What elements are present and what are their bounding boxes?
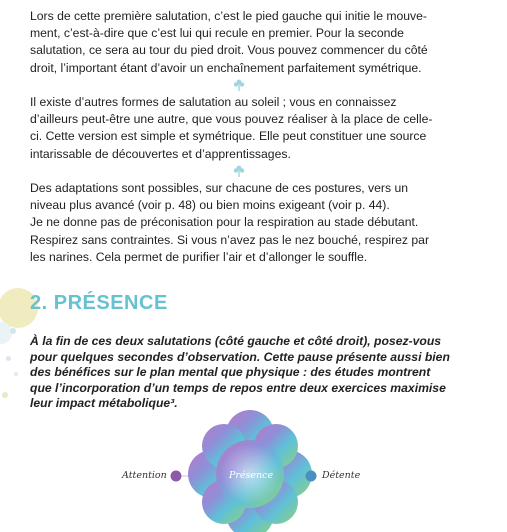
paragraph-line: les narines. Cela permet de purifier l’air et d’allonger le souffle. [30, 249, 368, 264]
paragraph-line: niveau plus avancé (voir p. 48) ou bien moins exigeant (voir p. 44). [30, 198, 390, 213]
paragraph-line: d’ailleurs peut-être une autre, que vous pouvez réaliser à la place de celle- [30, 112, 433, 127]
decorative-dot [2, 392, 8, 398]
paragraph-2 [30, 94, 456, 163]
intro-line: que l’incorporation d’un temps de repos entre deux exercices maximise [30, 380, 446, 395]
paragraph-line: Lors de cette première salutation, c’est le pied gauche qui initie le mouve- [30, 9, 427, 23]
paragraph-line: ci. Cette version est simple et symétrique. Elle peut constituer une source [30, 129, 427, 144]
intro-line: des bénéfices sur le plan mental que physique : des études montrent [30, 365, 431, 380]
diagram-label-presence: Présence [229, 470, 274, 481]
diagram-label-attention: Attention [122, 470, 167, 481]
section-number: 2. [30, 292, 48, 314]
decorative-dot [10, 328, 16, 334]
decorative-dot [14, 372, 18, 376]
separator-flourish-icon [232, 78, 246, 92]
section-heading [30, 292, 168, 315]
detente-dot [306, 471, 317, 482]
paragraph-line: ment, c’est-à-dire que c’est lui qui recule en premier. Pour la seconde [30, 26, 404, 41]
paragraph-3 [30, 180, 456, 266]
paragraph-line: salutation, ce sera au tour du pied droit. Vous pouvez commencer du côté [30, 43, 428, 58]
paragraph-line: intarissable de découvertes et d’apprentissages. [30, 146, 291, 161]
attention-dot [171, 471, 182, 482]
paragraph-1 [30, 8, 456, 77]
paragraph-line: Respirez sans contraintes. Si vous n’avez pas le nez bouché, respirez par [30, 232, 430, 247]
paragraph-line: Je ne donne pas de préconisation pour la respiration au stade débutant. [30, 215, 419, 230]
intro-text [30, 334, 450, 412]
separator-flourish-icon [232, 164, 246, 178]
paragraph-line: Des adaptations sont possibles, sur chacune de ces postures, vers un [30, 181, 409, 195]
diagram-label-detente: Détente [322, 470, 361, 481]
intro-line: leur impact métabolique³. [30, 396, 178, 411]
decorative-dot [6, 356, 11, 361]
intro-line: À la fin de ces deux salutations (côté gauche et côté droit), posez-vous [30, 334, 442, 348]
paragraph-line: Il existe d’autres formes de salutation au soleil ; vous en connaissez [30, 95, 397, 109]
intro-line: pour quelques secondes d’observation. Cette pause présente aussi bien [30, 349, 450, 364]
paragraph-line: droit, l’important étant d’avoir un enchaînement parfaitement symétrique. [30, 60, 422, 75]
presence-diagram [0, 408, 507, 532]
section-title: PRÉSENCE [53, 292, 168, 314]
